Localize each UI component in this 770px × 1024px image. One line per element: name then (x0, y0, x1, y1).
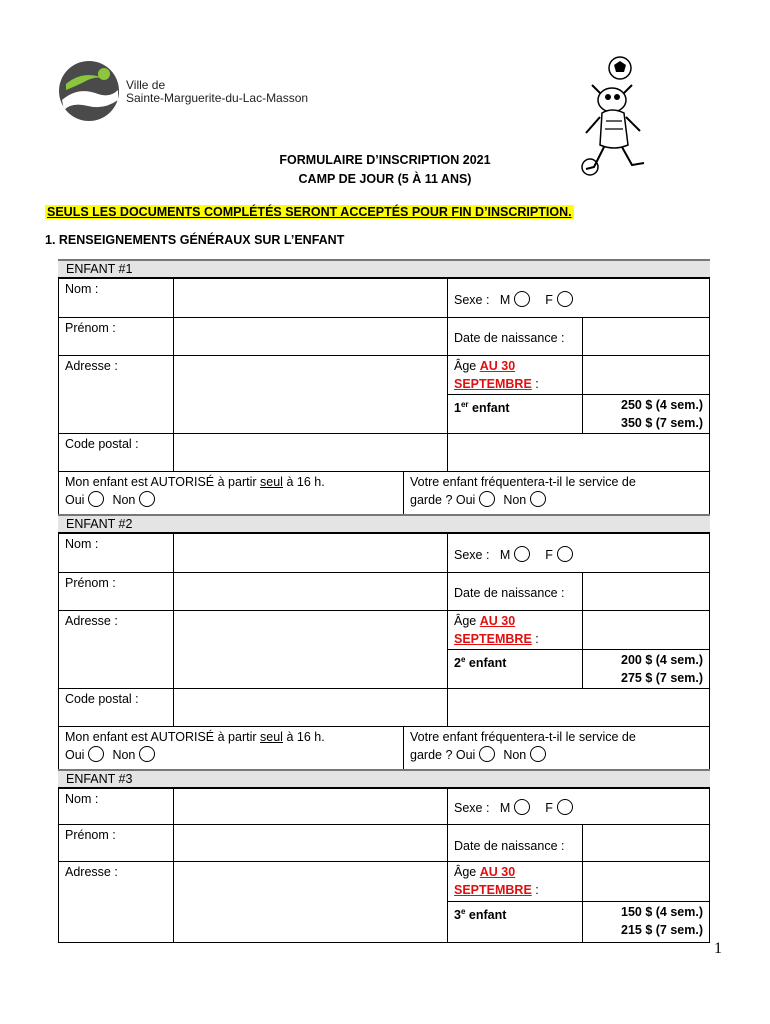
rank-number: 3 (454, 908, 461, 923)
garde-non-label: Non (503, 748, 527, 762)
child-3-block (58, 769, 710, 945)
garde-cell (403, 471, 710, 517)
sexe-m-label: M (499, 548, 511, 562)
nom-field[interactable] (173, 533, 448, 573)
nom-label-cell (58, 278, 174, 318)
prenom-field[interactable] (173, 824, 448, 862)
child-2-block (58, 514, 710, 772)
code-postal-label: Code postal : (65, 437, 139, 451)
age-colon: : (535, 632, 539, 646)
price-4-weeks: 200 $ (4 sem.) (621, 653, 703, 667)
sexe-cell (447, 533, 710, 573)
prenom-label: Prénom : (65, 828, 116, 842)
autorise-time: à 16 h. (286, 730, 325, 744)
age-date-red-1: AU 30 (479, 359, 516, 373)
sexe-label: Sexe : (454, 801, 490, 815)
sexe-cell (447, 278, 710, 318)
prenom-field[interactable] (173, 572, 448, 611)
adresse-field[interactable] (173, 610, 448, 689)
autorise-text: Mon enfant est AUTORISÉ à partir (65, 730, 257, 744)
nom-label: Nom : (65, 792, 99, 806)
sexe-f-radio[interactable] (557, 799, 573, 815)
age-field[interactable] (582, 355, 710, 395)
autorise-oui-label: Oui (65, 493, 85, 507)
sexe-f-label: F (545, 548, 553, 562)
prenom-label-cell (58, 317, 174, 356)
price-7-weeks: 275 $ (7 sem.) (621, 671, 703, 685)
rank-word: enfant (472, 401, 510, 416)
sexe-m-label: M (499, 801, 511, 815)
rank-number: 2 (454, 656, 461, 671)
price-cell (582, 394, 710, 434)
sexe-f-label: F (545, 801, 553, 815)
age-label: Âge (454, 614, 477, 628)
adresse-label-cell (58, 610, 174, 689)
price-4-weeks: 250 $ (4 sem.) (621, 398, 703, 412)
sexe-label: Sexe : (454, 293, 490, 307)
price-cell (582, 901, 710, 943)
sexe-cell (447, 788, 710, 825)
garde-cell (403, 726, 710, 772)
autorise-oui-label: Oui (65, 748, 85, 762)
municipality-name (126, 79, 308, 105)
autorise-cell (58, 471, 404, 517)
adresse-label-cell (58, 861, 174, 943)
age-date-red-2: SEPTEMBRE (454, 883, 532, 897)
section-title: 1. RENSEIGNEMENTS GÉNÉRAUX SUR L’ENFANT (45, 233, 345, 247)
code-postal-field[interactable] (173, 688, 448, 727)
adresse-field[interactable] (173, 355, 448, 434)
autorise-oui-radio[interactable] (88, 491, 104, 507)
adresse-label: Adresse : (65, 865, 118, 879)
sexe-f-label: F (545, 293, 553, 307)
date-naissance-label: Date de naissance : (454, 331, 565, 345)
code-postal-field[interactable] (173, 433, 448, 472)
child-1-block (58, 259, 710, 517)
age-colon: : (535, 883, 539, 897)
child-heading: ENFANT #3 (58, 769, 710, 788)
sexe-m-radio[interactable] (514, 291, 530, 307)
age-label-cell (447, 355, 583, 395)
date-naissance-field[interactable] (582, 572, 710, 611)
garde-non-label: Non (503, 493, 527, 507)
autorise-non-radio[interactable] (139, 491, 155, 507)
autorise-oui-radio[interactable] (88, 746, 104, 762)
price-7-weeks: 350 $ (7 sem.) (621, 416, 703, 430)
nom-field[interactable] (173, 788, 448, 825)
garde-oui-radio[interactable] (479, 746, 495, 762)
rank-cell (447, 649, 583, 689)
child-heading: ENFANT #2 (58, 514, 710, 533)
age-label: Âge (454, 359, 477, 373)
age-field[interactable] (582, 610, 710, 650)
nom-field[interactable] (173, 278, 448, 318)
sexe-f-radio[interactable] (557, 291, 573, 307)
sexe-m-label: M (499, 293, 511, 307)
date-naissance-label-cell (447, 317, 583, 356)
garde-text: Votre enfant fréquentera-t-il le service de (410, 730, 636, 744)
rank-suffix: e (460, 907, 466, 916)
age-field[interactable] (582, 861, 710, 902)
age-date-red-2: SEPTEMBRE (454, 377, 532, 391)
sexe-f-radio[interactable] (557, 546, 573, 562)
age-colon: : (535, 377, 539, 391)
age-date-red-1: AU 30 (479, 865, 516, 879)
age-label-cell (447, 861, 583, 902)
prenom-field[interactable] (173, 317, 448, 356)
price-cell (582, 649, 710, 689)
adresse-label: Adresse : (65, 614, 118, 628)
autorise-text: Mon enfant est AUTORISÉ à partir (65, 475, 257, 489)
date-naissance-label-cell (447, 824, 583, 862)
sexe-m-radio[interactable] (514, 546, 530, 562)
garde-non-radio[interactable] (530, 746, 546, 762)
code-postal-label: Code postal : (65, 692, 139, 706)
prenom-label-cell (58, 824, 174, 862)
rank-suffix: er (460, 400, 469, 409)
prenom-label-cell (58, 572, 174, 611)
org-line-1: Ville de (126, 78, 166, 92)
rank-word: enfant (468, 908, 507, 923)
rank-number: 1 (454, 401, 461, 416)
adresse-field[interactable] (173, 861, 448, 943)
garde-text: Votre enfant fréquentera-t-il le service de (410, 475, 636, 489)
sexe-label: Sexe : (454, 548, 490, 562)
garde-non-radio[interactable] (530, 491, 546, 507)
autorise-cell (58, 726, 404, 772)
completion-notice: SEULS LES DOCUMENTS COMPLÉTÉS SERONT ACCEPTÉS POUR FIN D’INSCRIPTION. (47, 205, 572, 219)
rank-suffix: e (460, 655, 466, 664)
nom-label: Nom : (65, 282, 99, 296)
child-heading: ENFANT #1 (58, 259, 710, 278)
code-postal-label-cell (58, 688, 174, 727)
age-label-cell (447, 610, 583, 650)
age-label: Âge (454, 865, 477, 879)
form-subtitle: CAMP DE JOUR (5 À 11 ANS) (298, 172, 472, 186)
page-number: 1 (714, 940, 722, 957)
form-title: FORMULAIRE D’INSCRIPTION 2021 (279, 153, 491, 167)
autorise-seul: seul (260, 475, 283, 489)
prenom-label: Prénom : (65, 321, 116, 335)
price-7-weeks: 215 $ (7 sem.) (621, 923, 703, 937)
garde-oui-radio[interactable] (479, 491, 495, 507)
autorise-non-label: Non (112, 748, 136, 762)
code-postal-spare (447, 433, 710, 472)
municipality-logo (58, 60, 120, 122)
age-date-red-2: SEPTEMBRE (454, 632, 532, 646)
code-postal-spare (447, 688, 710, 727)
nom-label-cell (58, 533, 174, 573)
date-naissance-label-cell (447, 572, 583, 611)
nom-label-cell (58, 788, 174, 825)
date-naissance-field[interactable] (582, 317, 710, 356)
garde-oui-label: garde ? Oui (410, 493, 476, 507)
autorise-time: à 16 h. (286, 475, 325, 489)
age-date-red-1: AU 30 (479, 614, 516, 628)
autorise-non-radio[interactable] (139, 746, 155, 762)
date-naissance-label: Date de naissance : (454, 839, 565, 853)
code-postal-label-cell (58, 433, 174, 472)
nom-label: Nom : (65, 537, 99, 551)
rank-cell (447, 394, 583, 434)
autorise-seul: seul (260, 730, 283, 744)
price-4-weeks: 150 $ (4 sem.) (621, 905, 703, 919)
rank-word: enfant (468, 656, 507, 671)
prenom-label: Prénom : (65, 576, 116, 590)
garde-oui-label: garde ? Oui (410, 748, 476, 762)
sexe-m-radio[interactable] (514, 799, 530, 815)
autorise-non-label: Non (112, 493, 136, 507)
date-naissance-label: Date de naissance : (454, 586, 565, 600)
adresse-label: Adresse : (65, 359, 118, 373)
date-naissance-field[interactable] (582, 824, 710, 862)
rank-cell (447, 901, 583, 943)
org-line-2: Sainte-Marguerite-du-Lac-Masson (126, 91, 309, 105)
adresse-label-cell (58, 355, 174, 434)
